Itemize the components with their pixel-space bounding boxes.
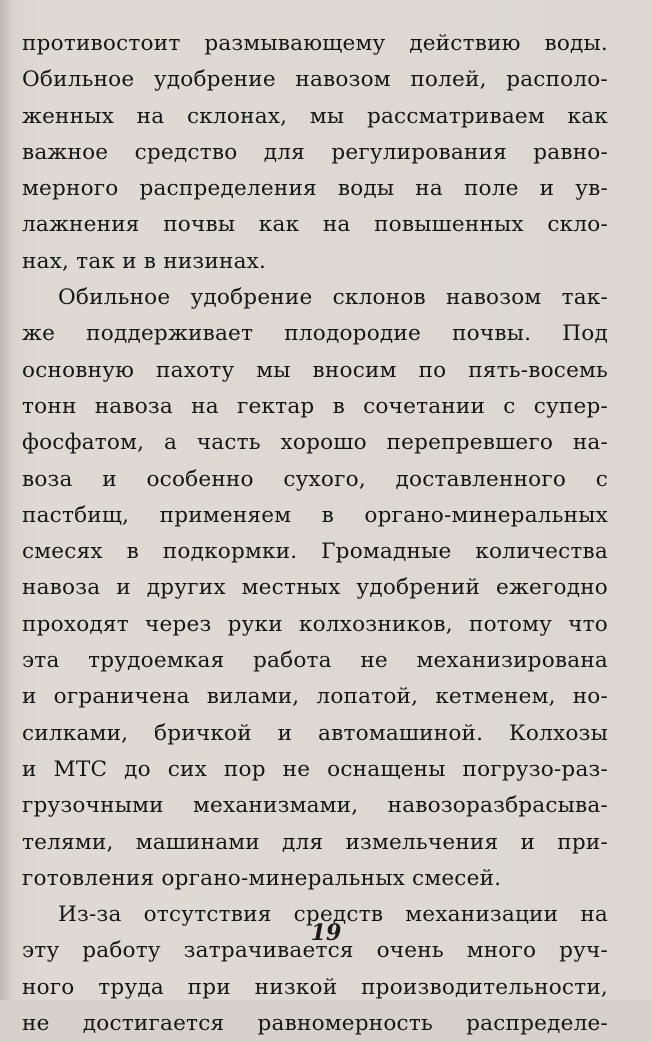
text-line: не достигается равномерность распределе-: [22, 1011, 608, 1037]
text-line: пастбищ, применяем в органо-минеральных: [22, 502, 608, 528]
text-line: важное средство для регулирования равно-: [22, 139, 608, 165]
text-line: и ограничена вилами, лопатой, кетменем, но-: [22, 684, 608, 710]
text-line: фосфатом, а часть хорошо перепревшего на-: [22, 430, 608, 456]
text-line: эту работу затрачивается очень много руч-: [22, 938, 608, 964]
text-line: Из-за отсутствия средств механизации на: [58, 902, 608, 928]
text-line: Обильное удобрение склонов навозом так-: [58, 285, 608, 311]
text-line: же поддерживает плодородие почвы. Под: [22, 321, 608, 347]
text-line: Обильное удобрение навозом полей, располо-: [22, 67, 608, 93]
text-line: женных на склонах, мы рассматриваем как: [22, 103, 608, 129]
text-line: грузочными механизмами, навозоразбрасыва-: [22, 793, 608, 819]
text-line: навоза и других местных удобрений ежегодно: [22, 575, 608, 601]
text-line: телями, машинами для измельчения и при-: [22, 829, 608, 855]
text-line: тонн навоза на гектар в сочетании с супер-: [22, 393, 608, 419]
page-number: 19: [310, 920, 342, 946]
text-line: ного труда при низкой производительности,: [22, 974, 608, 1000]
text-line: лажнения почвы как на повышенных скло-: [22, 212, 608, 238]
text-line: мерного распределения воды на поле и ув-: [22, 176, 608, 202]
text-line: силками, бричкой и автомашиной. Колхозы: [22, 720, 608, 746]
text-line: и МТС до сих пор не оснащены погрузо-раз-: [22, 756, 608, 782]
text-line: готовления органо-минеральных смесей.: [22, 865, 502, 891]
text-line: воза и особенно сухого, доставленного с: [22, 466, 608, 492]
text-line: противостоит размывающему действию воды.: [22, 31, 608, 56]
text-line: проходят через руки колхозников, потому что: [22, 611, 608, 637]
text-line: нах, так и в низинах.: [22, 248, 267, 274]
body-text: [22, 26, 608, 1042]
text-line: смесях в подкормки. Громадные количества: [22, 539, 608, 565]
text-line: эта трудоемкая работа не механизирована: [22, 648, 608, 674]
text-line: основную пахоту мы вносим по пять-восемь: [22, 357, 608, 383]
